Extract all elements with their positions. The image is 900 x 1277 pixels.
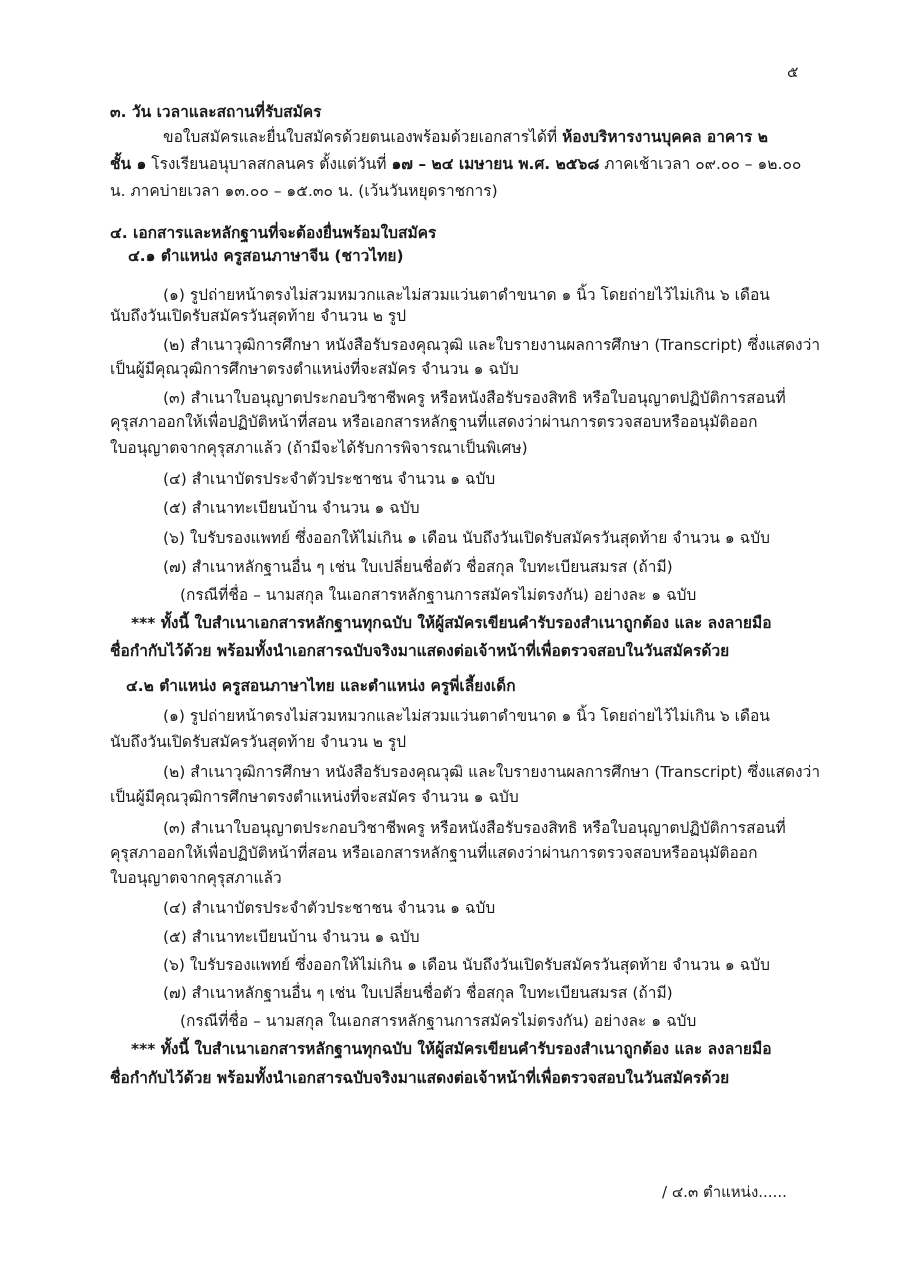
- section-3-school: โรงเรียนอนุบาลสกลนคร ตั้งแต่วันที่: [146, 155, 392, 173]
- note-4-2-line-2: ชื่อกำกับไว้ด้วย พร้อมทั้งนำเอกสารฉบับจริงมาแสดงต่อเจ้าหน้าที่เพื่อตรวจสอบในวันสมัครด้วย: [110, 1069, 730, 1087]
- section-3-location: ห้องบริหารงานบุคคล อาคาร ๒: [562, 128, 768, 146]
- note-4-2-line-1: *** ทั้งนี้ ใบสำเนาเอกสารหลักฐานทุกฉบับ ให้ผู้สมัครเขียนคำรับรองสำเนาถูกต้อง และ ลงลายมือ: [131, 1040, 772, 1058]
- section-3-text: ขอใบสมัครและยื่นใบสมัครด้วยตนเองพร้อมด้วยเอกสารได้ที่: [163, 128, 563, 146]
- item-4-2-6: (๖) ใบรับรองแพทย์ ซึ่งออกให้ไม่เกิน ๑ เดือน นับถึงวันเปิดรับสมัครวันสุดท้าย จำนวน ๑ ฉบับ: [163, 956, 770, 974]
- item-4-1-2-line-2: เป็นผู้มีคุณวุฒิการศึกษาตรงตำแหน่งที่จะสมัคร จำนวน ๑ ฉบับ: [110, 360, 519, 378]
- item-4-1-4: (๔) สำเนาบัตรประจำตัวประชาชน จำนวน ๑ ฉบับ: [163, 470, 496, 488]
- item-4-2-1-line-1: (๑) รูปถ่ายหน้าตรงไม่สวมหมวกและไม่สวมแว่นตาดำขนาด ๑ นิ้ว โดยถ่ายไว้ไม่เกิน ๖ เดือน: [163, 707, 770, 725]
- item-4-1-6: (๖) ใบรับรองแพทย์ ซึ่งออกให้ไม่เกิน ๑ เดือน นับถึงวันเปิดรับสมัครวันสุดท้าย จำนวน ๑ ฉบับ: [163, 529, 770, 547]
- item-4-1-5: (๕) สำเนาทะเบียนบ้าน จำนวน ๑ ฉบับ: [163, 499, 420, 517]
- subsection-4-1-heading: ๔.๑ ตำแหน่ง ครูสอนภาษาจีน (ชาวไทย): [128, 247, 404, 265]
- item-4-1-1-line-1: (๑) รูปถ่ายหน้าตรงไม่สวมหมวกและไม่สวมแว่นตาดำขนาด ๑ นิ้ว โดยถ่ายไว้ไม่เกิน ๖ เดือน: [163, 286, 770, 304]
- section-3-dates: ๑๗ – ๒๔ เมษายน พ.ศ. ๒๕๖๘: [391, 155, 600, 173]
- note-4-1-line-2: ชื่อกำกับไว้ด้วย พร้อมทั้งนำเอกสารฉบับจริงมาแสดงต่อเจ้าหน้าที่เพื่อตรวจสอบในวันสมัครด้วย: [110, 642, 730, 660]
- item-4-1-7-line-2: (กรณีที่ชื่อ – นามสกุล ในเอกสารหลักฐานการสมัครไม่ตรงกัน) อย่างละ ๑ ฉบับ: [180, 586, 697, 604]
- section-3-morning: ภาคเช้าเวลา ๐๙.๐๐ – ๑๒.๐๐: [599, 155, 802, 173]
- page-number: ๕: [787, 63, 799, 81]
- item-4-1-1-line-2: นับถึงวันเปิดรับสมัครวันสุดท้าย จำนวน ๒ รูป: [110, 307, 407, 325]
- item-4-2-2-line-2: เป็นผู้มีคุณวุฒิการศึกษาตรงตำแหน่งที่จะสมัคร จำนวน ๑ ฉบับ: [110, 788, 519, 806]
- item-4-1-3-line-2: คุรุสภาออกให้เพื่อปฏิบัติหน้าที่สอน หรือเอกสารหลักฐานที่แสดงว่าผ่านการตรวจสอบหรืออนุมัติออก: [110, 413, 758, 431]
- section-4-heading: ๔. เอกสารและหลักฐานที่จะต้องยื่นพร้อมใบสมัคร: [110, 224, 437, 242]
- item-4-2-7-line-1: (๗) สำเนาหลักฐานอื่น ๆ เช่น ใบเปลี่ยนชื่อตัว ชื่อสกุล ใบทะเบียนสมรส (ถ้ามี): [163, 984, 673, 1002]
- item-4-2-4: (๔) สำเนาบัตรประจำตัวประชาชน จำนวน ๑ ฉบับ: [163, 899, 496, 917]
- item-4-2-5: (๕) สำเนาทะเบียนบ้าน จำนวน ๑ ฉบับ: [163, 928, 420, 946]
- item-4-2-3-line-2: คุรุสภาออกให้เพื่อปฏิบัติหน้าที่สอน หรือเอกสารหลักฐานที่แสดงว่าผ่านการตรวจสอบหรืออนุมัติออก: [110, 844, 758, 862]
- item-4-1-2-line-1: (๒) สำเนาวุฒิการศึกษา หนังสือรับรองคุณวุฒิ และใบรายงานผลการศึกษา (Transcript) ซึ่งแสดงว่า: [163, 336, 821, 354]
- item-4-2-3-line-1: (๓) สำเนาใบอนุญาตประกอบวิชาชีพครู หรือหนังสือรับรองสิทธิ หรือใบอนุญาตปฏิบัติการสอนที่: [163, 819, 786, 837]
- subsection-4-2-heading: ๔.๒ ตำแหน่ง ครูสอนภาษาไทย และตำแหน่ง ครูพี่เลี้ยงเด็ก: [126, 677, 516, 695]
- item-4-1-3-line-3: ใบอนุญาตจากคุรุสภาแล้ว (ถ้ามีจะได้รับการพิจารณาเป็นพิเศษ): [110, 439, 528, 457]
- section-3-heading: ๓. วัน เวลาและสถานที่รับสมัคร: [110, 103, 322, 121]
- item-4-1-3-line-1: (๓) สำเนาใบอนุญาตประกอบวิชาชีพครู หรือหนังสือรับรองสิทธิ หรือใบอนุญาตปฏิบัติการสอนที่: [163, 389, 786, 407]
- continuation-footer: / ๔.๓ ตำแหน่ง......: [662, 1183, 787, 1201]
- item-4-2-3-line-3: ใบอนุญาตจากคุรุสภาแล้ว: [110, 869, 282, 887]
- item-4-2-2-line-1: (๒) สำเนาวุฒิการศึกษา หนังสือรับรองคุณวุฒิ และใบรายงานผลการศึกษา (Transcript) ซึ่งแสดงว่า: [163, 763, 821, 781]
- section-3-line-1: [163, 126, 768, 148]
- item-4-2-1-line-2: นับถึงวันเปิดรับสมัครวันสุดท้าย จำนวน ๒ รูป: [110, 733, 407, 751]
- section-3-line-2: [110, 153, 801, 175]
- section-3-line-3: น. ภาคบ่ายเวลา ๑๓.๐๐ – ๑๕.๓๐ น. (เว้นวันหยุดราชการ): [110, 182, 498, 200]
- note-4-1-line-1: *** ทั้งนี้ ใบสำเนาเอกสารหลักฐานทุกฉบับ ให้ผู้สมัครเขียนคำรับรองสำเนาถูกต้อง และ ลงลายมือ: [131, 614, 772, 632]
- section-3-floor: ชั้น ๑: [110, 155, 147, 173]
- item-4-2-7-line-2: (กรณีที่ชื่อ – นามสกุล ในเอกสารหลักฐานการสมัครไม่ตรงกัน) อย่างละ ๑ ฉบับ: [180, 1012, 697, 1030]
- item-4-1-7-line-1: (๗) สำเนาหลักฐานอื่น ๆ เช่น ใบเปลี่ยนชื่อตัว ชื่อสกุล ใบทะเบียนสมรส (ถ้ามี): [163, 558, 673, 576]
